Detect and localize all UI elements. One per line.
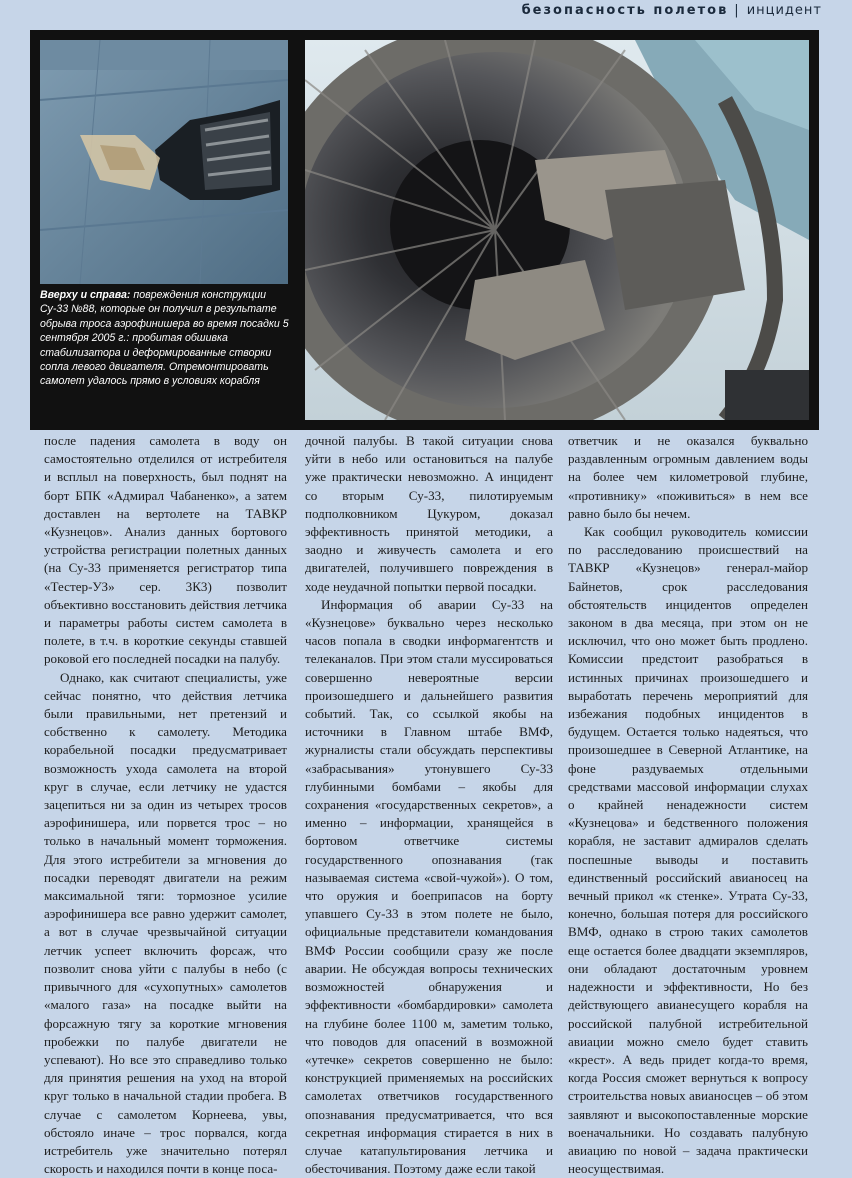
paragraph: после падения самолета в воду он самостоятельно отделился от истребителя и всплыл на поверхность, был поднят на борт БПК «Адмирал Чабаненко», а затем доставлен на вертолете на ТАВКР «Кузнецов». Анализ данных бортового устройства регистрации полетных данных (на Су-33 применяется регистратор типа «Тестер-УЗ» сер. 3К3) позволит объективно восстановить действия летчика и параметры работы систем самолета в полете, в т.ч. в короткие секунды ставшей роковой его последней посадки на палубу. bbox=[44, 433, 287, 667]
stabilizer-damage-photo bbox=[40, 40, 288, 284]
engine-nozzle-photo bbox=[305, 40, 809, 420]
header-separator: | bbox=[734, 3, 741, 18]
paragraph: Однако, как считают специалисты, уже сейчас понятно, что действия летчика были правильными, нет претензий и собственно к самолету. Методика корабельной посадки предусматривает возможность ухода самолета на второй круг в случае, если летчику не удастся зацепиться ни за один из четырех тросов аэрофинишера, или порвется трос – но только в начальный момент торможения. Для этого истребители за мгновения до посадки переводят двигатели на режим максимальной тяги: тормозное усилие аэрофинишера все равно удержит самолет, а вот в случае чрезвычайной ситуации летчик успеет включить форсаж, что позволит снова уйти с палубы в небо (с привычного для «сухопутных» самолетов «малого газа» на посадке выйти на форсажную тягу за короткие мгновения пробежки по палубе двигатели не успевают). Но все это справедливо только для принятия решения на уход на второй круг только в начальной стадии пробега. В случае с самолетом Корнеева, увы, обстояло иначе – трос порвался, когда истребитель уже значительно потерял скорость и находился почти в конце поса- bbox=[44, 669, 287, 1177]
paragraph: дочной палубы. В такой ситуации снова уйти в небо или остановиться на палубе уже практически невозможно. А инцидент со вторым Су-33, пилотируемым подполковником Цукуром, доказал эффективность принятой методики, а заодно и живучесть самолета и его двигателей, получившего повреждения в ходе неудачной попытки первой посадки. bbox=[305, 433, 553, 594]
text-column-3 bbox=[568, 432, 808, 1178]
subsection-title: инцидент bbox=[746, 3, 822, 18]
caption-lead: Вверху и справа: bbox=[40, 289, 131, 301]
paragraph: Как сообщил руководитель комиссии по расследованию происшествий на ТАВКР «Кузнецов» генерал-майор Байнетов, срок расследования обстоятельств инцидентов определен законом в два месяца, при этом он не исключил, что оно может быть продлено. Комиссии предстоит разобраться в истинных причинах произошедшего и выработать перечень мероприятий для избежания подобных инцидентов в будущем. Остается только надеяться, что произошедшее в Северной Атлантике, на фоне раздуваемых отдельными средствами массовой информации слухах о крайней ненадежности систем «Кузнецова» и бедственного положения корабля, не заставит адмиралов сделать поспешные выводы и поставить единственный российский авианосец на вечный прикол «к стенке». Утрата Су-33, конечно, большая потеря для российского ВМФ, однако в строю таких самолетов еще остается более двадцати экземпляров, они обладают достаточным уровнем надежности и эффективности, Но без действующего авианесущего корабля на российской палубной истребительной авиации можно смело будет ставить «крест». А ведь придет когда-то время, когда Россия сможет вернуться к вопросу строительства новых авианосцев – об этом заявляют и высокопоставленные морские военачальники. Но создавать палубную авиацию по новой – задача практически неосуществимая. bbox=[568, 524, 808, 1177]
photo-panel bbox=[30, 30, 819, 430]
paragraph: ответчик и не оказался буквально раздавленным огромным давлением воды на более чем километровой глубине, «противнику» «поживиться» в нем все равно было бы нечем. bbox=[568, 433, 808, 521]
running-head bbox=[522, 3, 822, 18]
page-header bbox=[0, 0, 852, 28]
photo-caption bbox=[40, 288, 292, 389]
paragraph: Информация об аварии Су-33 на «Кузнецове» буквально через несколько часов попала в сводки информагентств и телеканалов. При этом стали муссироваться совершенно невероятные версии произошедшего и дальнейшего развития событий. Так, со ссылкой якобы на источники в Главном штабе ВМФ, журналисты стали обсуждать перспективы «забрасывания» утонувшего Су-33 глубинными бомбами – якобы для сохранения «государственных секретов», а именно – информации, хранящейся в бортовом ответчике системы государственного опознавания (так называемая система «свой-чужой»). О том, что оружия и боеприпасов на борту упавшего Су-33 в этом полете не было, официальные представители командования ВМФ России сообщили сразу же после аварии. Не обсуждая вопросы технических возможностей обнаружения и эффективности «бомбардировки» самолета на глубине более 1100 м, заметим только, что поводов для опасений в возможной «утечке» секретов совершенно не было: конструкцией применяемых на российских самолетах ответчиков государственного опознавания предусматривается, что вся секретная информация стирается в них в случае катапультирования летчика и обесточивания. Поэтому даже если такой bbox=[305, 596, 553, 1177]
text-column-2 bbox=[305, 432, 553, 1178]
caption-text: повреждения конструкции Су-33 №88, которые он получил в результате обрыва троса аэрофинишера во время посадки 5 сентября 2005 г.: пробитая обшивка стабилизатора и деформированные створки сопла левого двигателя. Отремонтировать самолет удалось прямо в условиях корабля bbox=[40, 289, 289, 388]
text-column-1 bbox=[44, 432, 287, 1178]
section-title: безопасность полетов bbox=[521, 3, 729, 18]
